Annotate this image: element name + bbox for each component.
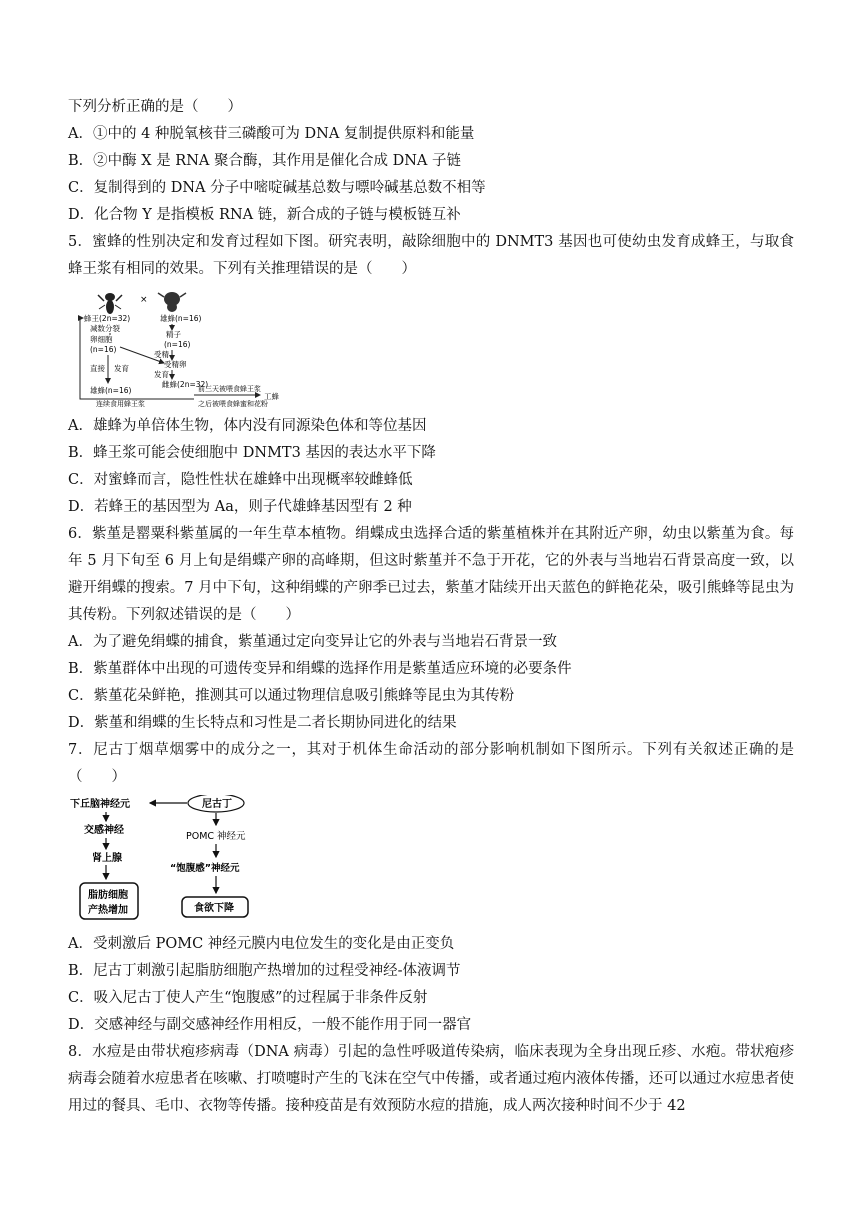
fat-line2: 产热增加	[88, 905, 128, 916]
q4-option-a: A．①中的 4 种脱氧核苷三磷酸可为 DNA 复制提供原料和能量	[68, 126, 475, 142]
nicotine-diagram-svg	[70, 795, 270, 925]
royal-jelly-label: 连续食用蜂王浆	[96, 400, 145, 408]
q7-option-d: D．交感神经与副交感神经作用相反，一般不能作用于同一器官	[68, 1017, 472, 1033]
nicotine-mechanism-diagram	[70, 795, 270, 925]
develop2-label: 发育	[154, 370, 169, 379]
queen-bee-icon	[98, 293, 122, 314]
q6-option-b: B．紫堇群体中出现的可遗传变异和绢蝶的选择作用是紫堇适应环境的必要条件	[68, 661, 572, 677]
adrenal-label: 肾上腺	[92, 853, 122, 864]
sperm-n-label: (n=16)	[164, 340, 191, 349]
zygote-label: 受精卵	[164, 360, 187, 369]
satiety-label: “饱腹感”神经元	[170, 863, 240, 874]
q4-option-c: C．复制得到的 DNA 分子中嘧啶碱基总数与嘌呤碱基总数不相等	[68, 180, 486, 196]
q6-stem: 6．紫堇是罂粟科紫堇属的一年生草本植物。绢蝶成虫选择合适的紫堇植株并在其附近产卵，幼虫以紫堇为食。每年 5 月下旬至 6 月上旬是绢蝶产卵的高峰期，但这时紫堇并不急于开花，它的外表与当地岩石背景高度一致，以避开绢蝶的搜索。7 月中下旬，这种绢蝶的产卵季已过去，紫堇才陆续开出天蓝色的鲜艳花朵，吸引熊蜂等昆虫为其传粉。下列叙述错误的是（ ）	[68, 526, 794, 623]
drone-bee-icon	[158, 292, 186, 312]
q5-stem: 5．蜜蜂的性别决定和发育过程如下图。研究表明，敲除细胞中的 DNMT3 基因也可使幼虫发育成蜂王，与取食蜂王浆有相同的效果。下列有关推理错误的是（ ）	[68, 234, 794, 277]
sperm-label: 精子	[166, 330, 181, 339]
pomc-label: POMC 神经元	[186, 831, 246, 842]
drone-child-label: 雄蜂(n=16)	[90, 386, 132, 395]
q5-option-d: D．若蜂王的基因型为 Aa，则子代雄蜂基因型有 2 种	[68, 499, 412, 515]
egg-n-label: (n=16)	[90, 345, 117, 354]
drone-parent-label: 雄蜂(n=16)	[160, 314, 202, 323]
q4-option-d: D．化合物 Y 是指模板 RNA 链，新合成的子链与模板链互补	[68, 207, 461, 223]
q6-option-d: D．紫堇和绢蝶的生长特点和习性是二者长期协同进化的结果	[68, 715, 457, 731]
meiosis-label: 减数分裂	[90, 324, 120, 333]
q5-option-c: C．对蜜蜂而言，隐性性状在雄蜂中出现概率较雌蜂低	[68, 472, 413, 488]
egg-label: 卵细胞	[90, 335, 113, 344]
worker-label: 工蜂	[264, 392, 279, 401]
first3days-label: 前三天被喂食蜂王浆	[198, 385, 261, 393]
exam-page	[68, 94, 794, 1120]
queen-label: 蜂王(2n=32)	[84, 314, 131, 323]
q4-option-b: B．②中酶 X 是 RNA 聚合酶，其作用是催化合成 DNA 子链	[68, 153, 461, 169]
cross-symbol: ×	[140, 295, 148, 305]
develop-label: 发育	[114, 364, 129, 373]
fat-line1: 脂肪细胞	[88, 890, 128, 901]
appetite-label: 食欲下降	[194, 903, 234, 914]
q6-option-c: C．紫堇花朵鲜艳，推测其可以通过物理信息吸引熊蜂等昆虫为其传粉	[68, 688, 515, 704]
sympathetic-label: 交感神经	[84, 825, 124, 836]
fertilize-label: 受精	[154, 350, 169, 359]
bee-diagram-svg	[74, 287, 284, 409]
direct-label: 直接	[90, 364, 105, 373]
afterwards-label: 之后被喂食蜂蜜和花粉	[198, 400, 268, 408]
larva-label: 雌蜂(2n=32)	[162, 380, 209, 389]
q4-stem-end: 下列分析正确的是（ ）	[68, 99, 242, 115]
q8-stem: 8．水痘是由带状疱疹病毒（DNA 病毒）引起的急性呼吸道传染病，临床表现为全身出现丘疹、水疱。带状疱疹病毒会随着水痘患者在咳嗽、打喷嚏时产生的飞沫在空气中传播，或者通过疱内液体传播，还可以通过水痘患者使用过的餐具、毛巾、衣物等传播。接种疫苗是有效预防水痘的措施，成人两次接种时间不少于 42	[68, 1044, 794, 1114]
hypothalamus-label: 下丘脑神经元	[70, 799, 130, 810]
q5-option-b: B．蜂王浆可能会使细胞中 DNMT3 基因的表达水平下降	[68, 445, 436, 461]
q7-option-a: A．受刺激后 POMC 神经元膜内电位发生的变化是由正变负	[68, 936, 455, 952]
q7-option-c: C．吸入尼古丁使人产生“饱腹感”的过程属于非条件反射	[68, 990, 428, 1006]
q5-option-a: A．雄蜂为单倍体生物，体内没有同源染色体和等位基因	[68, 418, 427, 434]
q7-stem: 7．尼古丁烟草烟雾中的成分之一，其对于机体生命活动的部分影响机制如下图所示。下列有关叙述正确的是（ ）	[68, 742, 794, 785]
bee-development-diagram	[74, 287, 284, 409]
nicotine-label: 尼古丁	[202, 799, 232, 810]
q6-option-a: A．为了避免绢蝶的捕食，紫堇通过定向变异让它的外表与当地岩石背景一致	[68, 634, 557, 650]
q7-option-b: B．尼古丁刺激引起脂肪细胞产热增加的过程受神经-体液调节	[68, 963, 461, 979]
